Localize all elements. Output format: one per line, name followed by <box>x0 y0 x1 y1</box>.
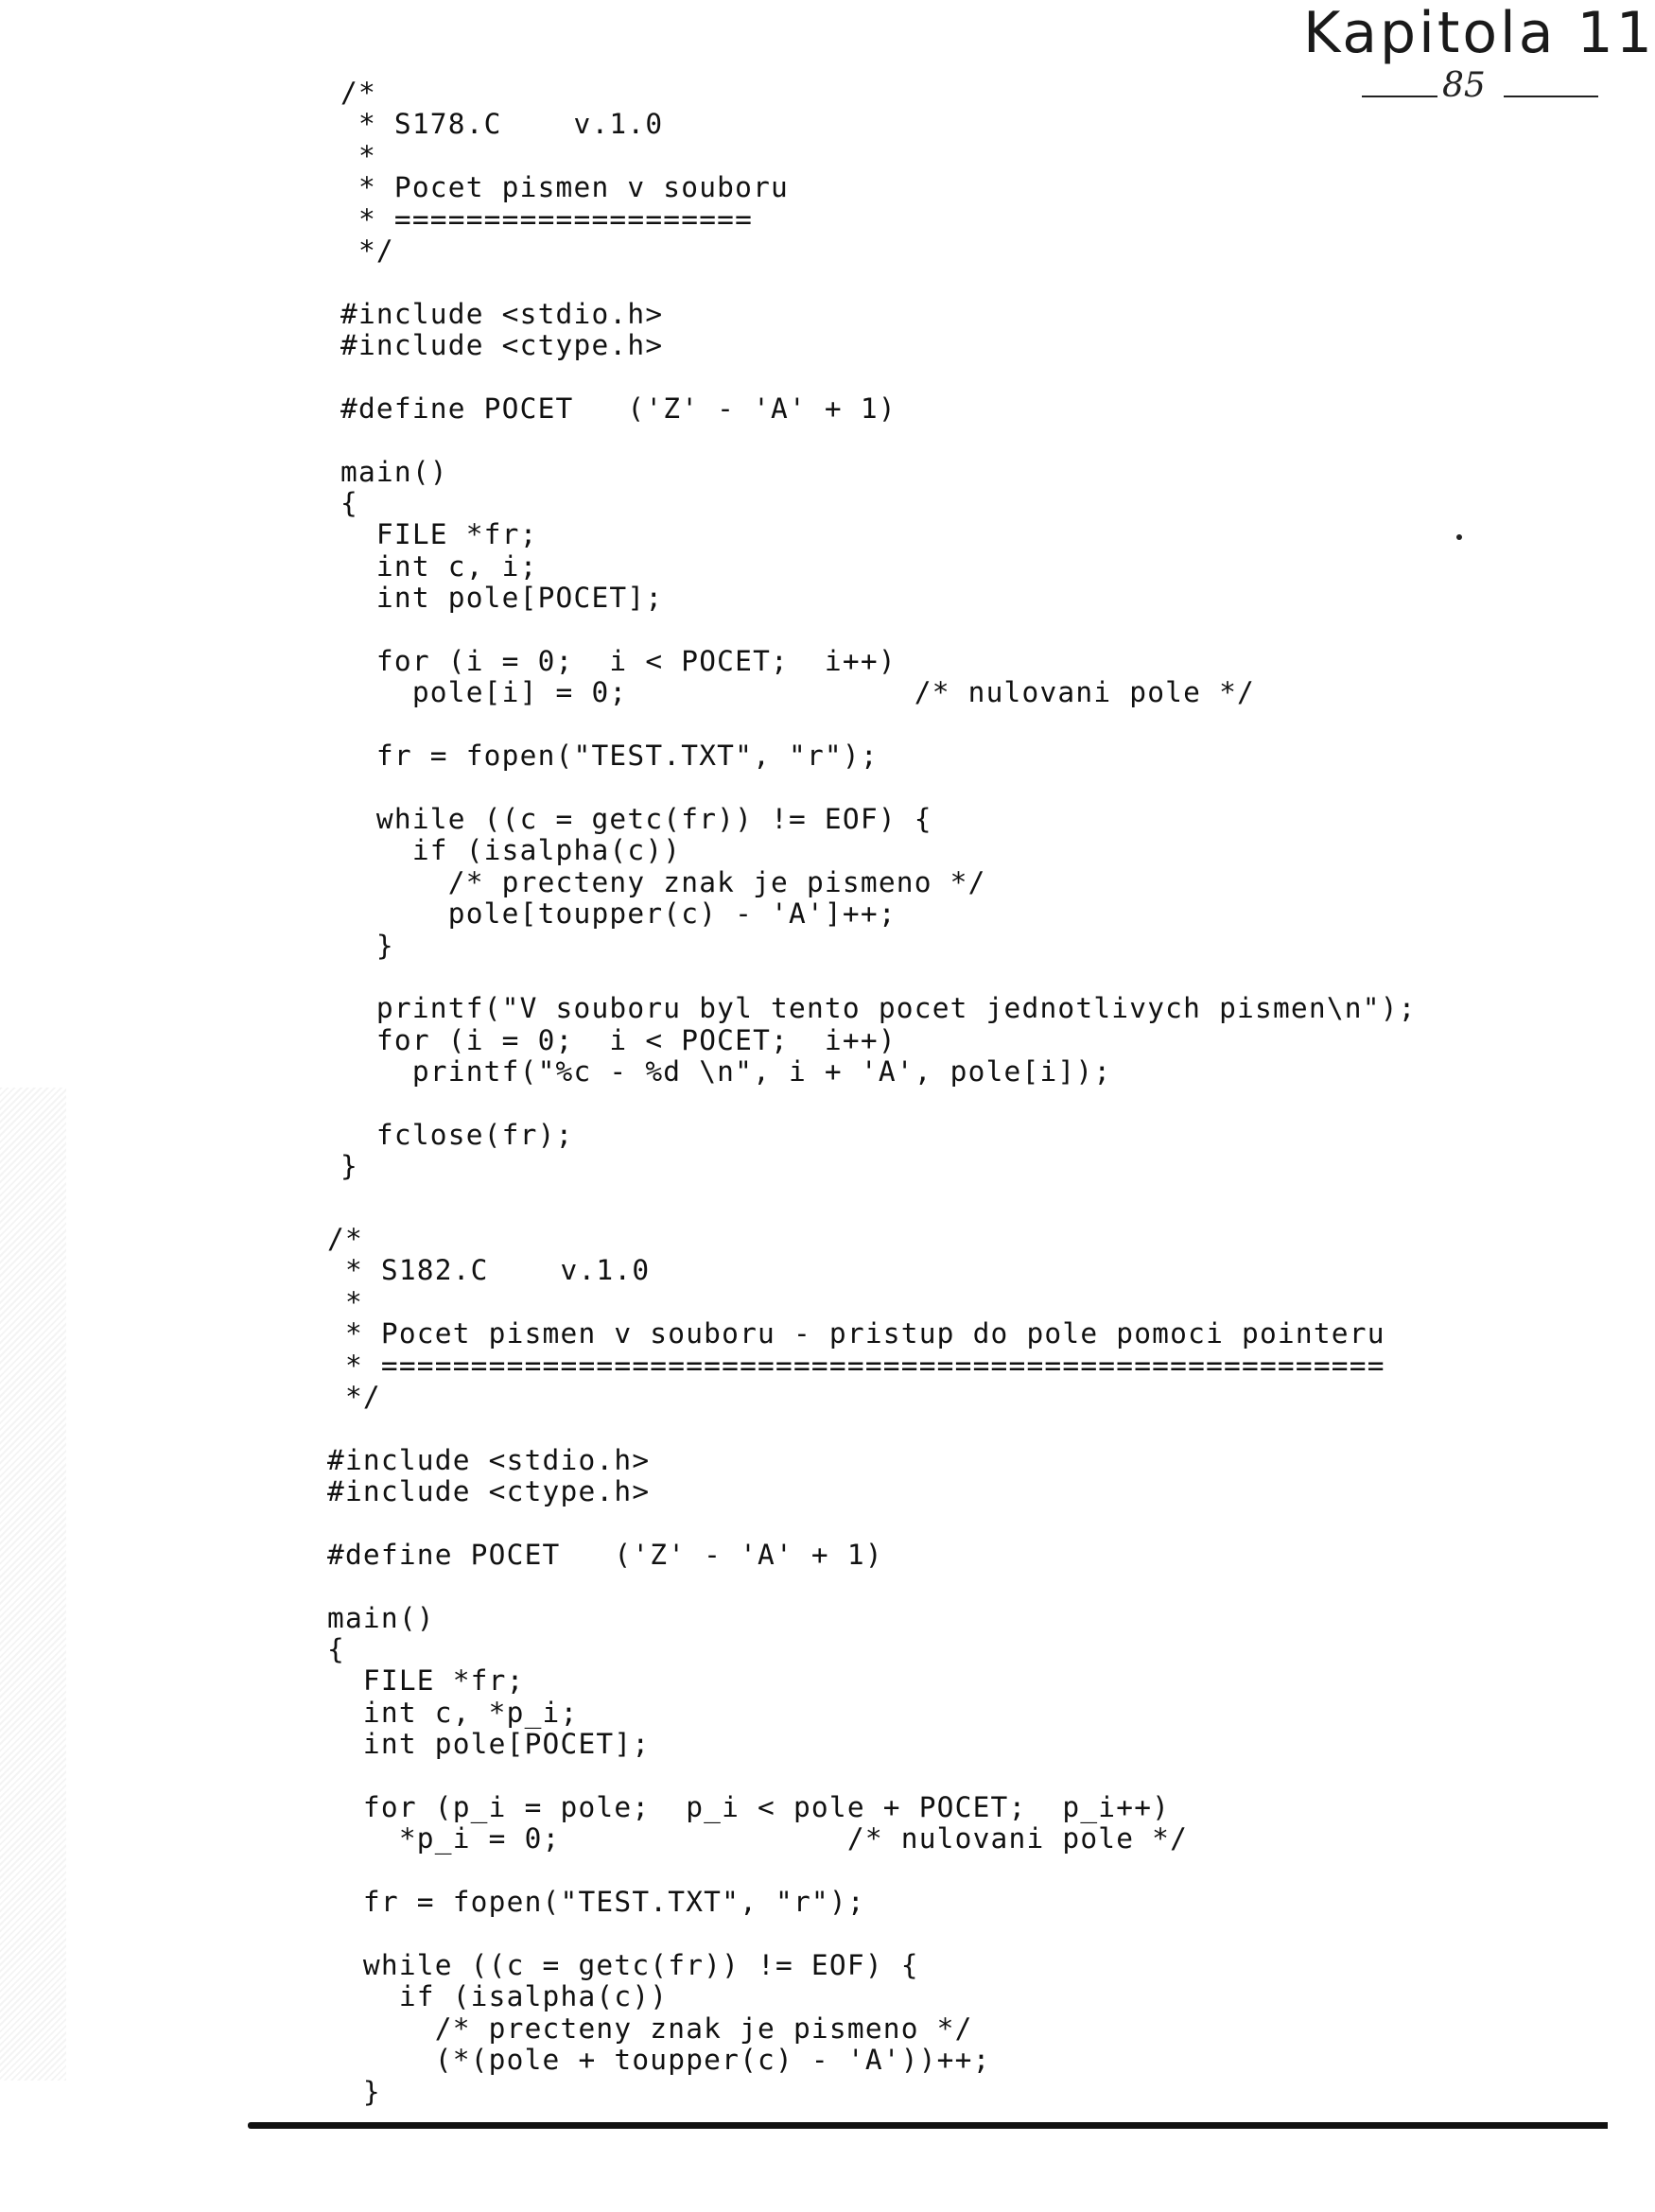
code-line: /* precteny znak je pismeno */ <box>340 865 986 898</box>
code-line: pole[i] = 0; /* nulovani pole */ <box>340 676 1255 709</box>
code-listing-s178 <box>340 78 1417 1183</box>
code-line: * Pocet pismen v souboru - pristup do pole pomoci pointeru <box>327 1317 1385 1350</box>
code-line: * ======================================================== <box>327 1349 1385 1382</box>
code-line: fr = fopen("TEST.TXT", "r"); <box>340 740 879 773</box>
code-line: } <box>340 1150 358 1183</box>
code-line: /* precteny znak je pismeno */ <box>327 2012 973 2045</box>
code-line: { <box>340 487 358 520</box>
code-line: for (p_i = pole; p_i < pole + POCET; p_i++) <box>327 1791 1171 1824</box>
code-line: * ==================== <box>340 202 754 235</box>
code-line: int pole[POCET]; <box>327 1728 651 1761</box>
scan-shadow <box>0 1088 66 2081</box>
code-line: */ <box>327 1380 381 1413</box>
code-line: * <box>340 139 376 172</box>
code-line: } <box>340 929 394 962</box>
code-line: FILE *fr; <box>340 518 538 551</box>
code-line: #include <ctype.h> <box>327 1475 651 1508</box>
code-line: for (i = 0; i < POCET; i++) <box>340 645 897 678</box>
code-line <box>340 615 1417 646</box>
page-bottom-rule <box>248 2122 1608 2129</box>
code-line: for (i = 0; i < POCET; i++) <box>340 1023 897 1056</box>
code-line: } <box>327 2075 381 2108</box>
scan-speck <box>1456 534 1462 540</box>
chapter-title: Kapitola 11 <box>1303 0 1655 66</box>
code-line <box>340 362 1417 393</box>
code-line <box>327 1855 1385 1887</box>
code-line: main() <box>327 1601 435 1634</box>
code-line: (*(pole + toupper(c) - 'A'))++; <box>327 2044 991 2077</box>
code-line: #include <ctype.h> <box>340 329 664 362</box>
page-number-rule-right <box>1504 96 1598 97</box>
code-line: int c, *p_i; <box>327 1696 579 1729</box>
code-line: */ <box>340 234 394 267</box>
code-line: /* <box>340 77 376 109</box>
code-line: fclose(fr); <box>340 1118 574 1151</box>
code-line: #define POCET ('Z' - 'A' + 1) <box>340 392 897 425</box>
code-line <box>340 425 1417 456</box>
code-line <box>327 1761 1385 1792</box>
code-line: fr = fopen("TEST.TXT", "r"); <box>327 1886 865 1919</box>
code-line: * S178.C v.1.0 <box>340 108 664 141</box>
code-line: *p_i = 0; /* nulovani pole */ <box>327 1822 1189 1855</box>
code-line: #include <stdio.h> <box>340 297 664 330</box>
code-line <box>340 709 1417 740</box>
code-line <box>340 773 1417 804</box>
code-line: { <box>327 1633 345 1666</box>
code-line: FILE *fr; <box>327 1664 525 1698</box>
code-line: while ((c = getc(fr)) != EOF) { <box>340 802 932 835</box>
page-number: 85 <box>1442 66 1486 105</box>
code-line: int pole[POCET]; <box>340 582 664 615</box>
code-line: printf("V souboru byl tento pocet jednotlivych pismen\n"); <box>340 992 1417 1025</box>
code-line: int c, i; <box>340 549 538 583</box>
code-line: printf("%c - %d \n", i + 'A', pole[i]); <box>340 1055 1112 1089</box>
code-line <box>327 1508 1385 1540</box>
code-line <box>327 1571 1385 1602</box>
code-line: if (isalpha(c)) <box>327 1980 669 2013</box>
code-line: #include <stdio.h> <box>327 1443 651 1476</box>
code-line <box>340 267 1417 298</box>
code-line: #define POCET ('Z' - 'A' + 1) <box>327 1538 883 1571</box>
code-line: * S182.C v.1.0 <box>327 1254 651 1287</box>
code-line: if (isalpha(c)) <box>340 834 682 867</box>
code-line <box>327 1919 1385 1950</box>
code-line <box>340 1089 1417 1120</box>
code-line <box>340 962 1417 993</box>
code-line: /* <box>327 1223 363 1255</box>
code-line: * <box>327 1285 363 1318</box>
code-line: pole[toupper(c) - 'A']++; <box>340 897 897 931</box>
code-line: while ((c = getc(fr)) != EOF) { <box>327 1948 919 1981</box>
code-line: * Pocet pismen v souboru <box>340 171 790 204</box>
code-line: main() <box>340 455 448 488</box>
code-line <box>327 1413 1385 1444</box>
code-listing-s182 <box>327 1224 1385 2108</box>
